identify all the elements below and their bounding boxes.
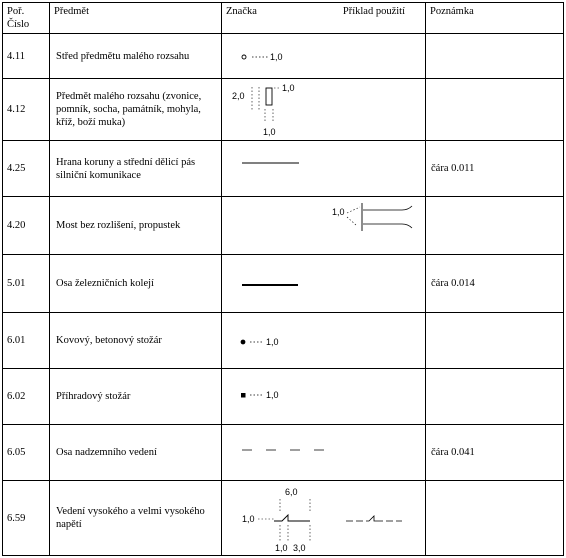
table-row bbox=[3, 255, 564, 313]
row-note bbox=[426, 79, 564, 141]
row-subject: Kovový, betonový stožár bbox=[50, 313, 222, 369]
table-row bbox=[3, 34, 564, 79]
voltage-line-mark bbox=[274, 515, 310, 521]
header-number-line2: Číslo bbox=[7, 19, 30, 30]
row-sign bbox=[222, 425, 426, 481]
row-number: 6.01 bbox=[3, 313, 50, 369]
table-row bbox=[3, 141, 564, 197]
lattice-pylon-symbol bbox=[222, 369, 426, 425]
small-circle-mark bbox=[242, 55, 246, 59]
row-sign bbox=[222, 255, 426, 313]
row-number: 4.20 bbox=[3, 197, 50, 255]
row-subject: Osa železničních kolejí bbox=[50, 255, 222, 313]
bridge-symbol-example bbox=[222, 197, 426, 255]
railway-axis-symbol bbox=[222, 255, 426, 313]
row-note: čára 0.014 bbox=[426, 255, 564, 313]
row-sign bbox=[222, 313, 426, 369]
row-number: 4.12 bbox=[3, 79, 50, 141]
row-subject: Vedení vysokého a velmi vysokého napětí bbox=[50, 481, 222, 556]
header-number bbox=[3, 3, 50, 34]
road-edge-line-symbol bbox=[222, 141, 426, 197]
filled-square-mark bbox=[241, 393, 246, 398]
monument-rect-mark bbox=[266, 88, 272, 105]
row-subject: Most bez rozlišení, propustek bbox=[50, 197, 222, 255]
row-sign bbox=[222, 141, 426, 197]
row-note bbox=[426, 481, 564, 556]
row-number: 5.01 bbox=[3, 255, 50, 313]
small-object-symbol bbox=[222, 79, 426, 141]
sign-label: 1,0 bbox=[270, 52, 283, 62]
row-note bbox=[426, 34, 564, 79]
row-note bbox=[426, 313, 564, 369]
header-number-line1: Poř. bbox=[7, 6, 25, 17]
sign-label: 1,0 bbox=[266, 390, 279, 400]
row-sign bbox=[222, 481, 426, 556]
row-subject: Předmět malého rozsahu (zvonice, pomník, socha, památník, mohyla, kříž, boží muka) bbox=[50, 79, 222, 141]
row-sign bbox=[222, 197, 426, 255]
filled-dot-mark bbox=[241, 340, 246, 345]
row-sign bbox=[222, 34, 426, 79]
row-subject: Příhradový stožár bbox=[50, 369, 222, 425]
row-sign bbox=[222, 79, 426, 141]
table-row bbox=[3, 425, 564, 481]
sign-label: 1,0 bbox=[242, 514, 255, 524]
row-subject: Osa nadzemního vedení bbox=[50, 425, 222, 481]
header-sign bbox=[222, 3, 426, 34]
table-header-row bbox=[3, 3, 564, 34]
row-number: 4.25 bbox=[3, 141, 50, 197]
header-sign-label: Značka bbox=[226, 6, 257, 17]
row-number: 6.02 bbox=[3, 369, 50, 425]
header-subject bbox=[50, 3, 222, 34]
center-small-object-symbol bbox=[222, 34, 426, 79]
header-subject-label: Předmět bbox=[54, 6, 89, 17]
sign-label: 1,0 bbox=[266, 337, 279, 347]
sign-label: 1,0 bbox=[332, 207, 345, 217]
table-row bbox=[3, 79, 564, 141]
example-usage-line bbox=[346, 516, 402, 521]
sign-label: 1,0 bbox=[275, 543, 288, 553]
row-note: čára 0.011 bbox=[426, 141, 564, 197]
header-note bbox=[426, 3, 564, 34]
sign-label: 1,0 bbox=[263, 127, 276, 137]
sign-label: 6,0 bbox=[285, 487, 298, 497]
header-note-label: Poznámka bbox=[430, 6, 474, 17]
table-row bbox=[3, 197, 564, 255]
row-subject: Hrana koruny a střední dělicí pás silniční komunikace bbox=[50, 141, 222, 197]
high-voltage-line-symbol bbox=[222, 481, 426, 556]
row-note: čára 0.041 bbox=[426, 425, 564, 481]
symbol-table bbox=[2, 2, 564, 556]
row-note bbox=[426, 197, 564, 255]
overhead-line-axis-symbol bbox=[222, 425, 426, 481]
row-subject: Střed předmětu malého rozsahu bbox=[50, 34, 222, 79]
header-example-label: Příklad použití bbox=[342, 6, 405, 17]
row-number: 6.05 bbox=[3, 425, 50, 481]
table-row bbox=[3, 481, 564, 556]
table-row bbox=[3, 369, 564, 425]
sign-label: 1,0 bbox=[282, 83, 295, 93]
sign-label: 2,0 bbox=[232, 91, 245, 101]
row-note bbox=[426, 369, 564, 425]
row-sign bbox=[222, 369, 426, 425]
sign-label: 3,0 bbox=[293, 543, 306, 553]
table-row bbox=[3, 313, 564, 369]
row-number: 6.59 bbox=[3, 481, 50, 556]
metal-concrete-pylon-symbol bbox=[222, 313, 426, 369]
row-number: 4.11 bbox=[3, 34, 50, 79]
